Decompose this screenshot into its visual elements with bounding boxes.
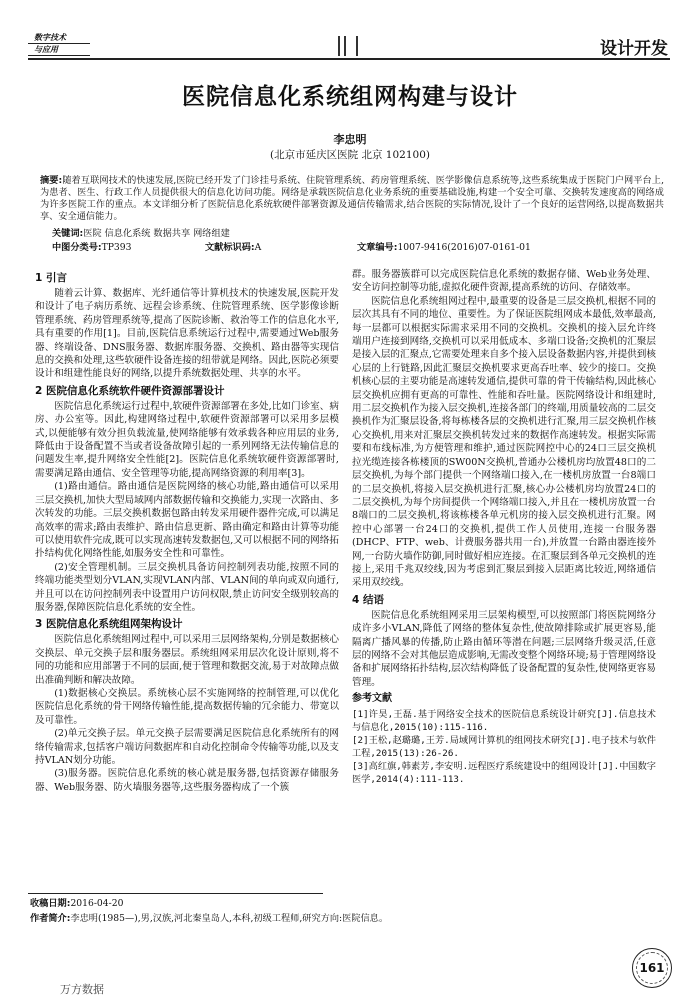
paragraph: (2)安全管理机制。三层交换机具备访问控制列表功能,按照不同的终端功能类型划分VLAN,实现VLAN内部、VLAN间的单向或双向通行,并且可以在访问控制列表中设置用户访问权限,禁止访问安全级别较高的服务器,保障医院信息化系统的安全性。 (35, 561, 339, 613)
paragraph: (3)服务器。医院信息化系统的核心就是服务器,包括资源存储服务器、Web服务器、防火墙服务器等,这些服务器构成了一个簇 (35, 768, 339, 793)
received-value: 2016-04-20 (70, 898, 124, 909)
abstract-label: 摘要: (40, 175, 63, 186)
keywords-label: 关键词: (52, 228, 84, 239)
received-label: 收稿日期: (30, 898, 71, 909)
paragraph: 医院信息化系统组网过程中,最重要的设备是三层交换机,根据不同的层次其具有不同的地位、重要性。为了保证医院组网成本最低,效率最高,每一层都可以根据实际需求采用不同的交换机。交换机的接入层允许终端用户连接到网络,交换机可以采用低成本、多端口设备;交换机的汇聚层是接入层的汇聚点,它需要处理来自多个接入层设备数据内容,并提供到核心层的上行链路,因此汇聚层交换机要求更高吞吐率、较少的接口。交换机核心层的主要功能是高速转发通信,提供可靠的骨干传输结构,因此核心层交换机应拥有更高的可靠性、性能和吞吐量。医院网络设计和组建时,用二层交换机作为接入层交换机,连接各部门的终端,用质量较高的二层交换机作为汇聚层设备,将每栋楼各层的交换机进行汇聚,用三层交换机作核心交换机,用来对汇聚层交换机转发过来的数据作高速转发。根据实际需要和布线标准,为方便管理和维护,通过医院网控中心的24口三层交换机拉光缆连接各栋楼顶的SW00N交换机,普通办公楼机房均放置48口的二层交换机,为每个部门提供一个网络端口接入,在一楼机房放置一台8端口的二层交换机,将接入层交换机进行汇聚,核心办公楼机房均放置24口的二层交换机,为每个房间提供一个网络端口接入,并且在一楼机房放置一台8端口的二层交换机,将该栋楼各单元机房的接入层交换机进行汇聚。网控中心部署一台24口的交换机,提供工作人员使用,连接一台服务器(DHCP、FTP、web、计费服务器共用一台),并放置一台路由器连接外网,一台防火墙作防御,同时做好相应连接。在汇聚层到各单元交换机的连接上,采用千兆双绞线,因为考虑到汇聚层到接入层距离比较近,网络通信采用双绞线。 (352, 295, 656, 589)
heading-resource-deployment: 2 医院信息化系统软件硬件资源部署设计 (35, 384, 225, 397)
page-number: 161 (639, 961, 665, 975)
clc-number (52, 242, 131, 254)
reference-item: [2]王松,赵璐璐,王芳.局域网计算机的组网技术研究[J].电子技术与软件工程,2015(13):26-26. (352, 735, 656, 760)
keywords (52, 228, 662, 240)
article-title: 医院信息化系统组网构建与设计 (182, 83, 518, 110)
author-name: 李忠明 (333, 133, 367, 146)
heading-network-architecture: 3 医院信息化系统组网架构设计 (35, 618, 183, 631)
paragraph: 医院信息化系统运行过程中,软硬件资源部署在多处,比如门诊室、病房、办公室等。因此,构建网络过程中,软硬件资源部署可以采用多层模式,以便能够有效分担负载流量,使网络能够有效承载各种应用层的业务,降低由于设备配置不当或者设备故障引起的一系列网络无法传输信息的问题发生率,提升网络安全性能[2]。医院信息化系统软硬件资源部署时,需要满足路由通信、安全管理等功能,提高网络资源的利用率[3]。 (35, 400, 339, 479)
references-heading: 参考文献 (352, 693, 392, 705)
abstract-text: 随着互联网技术的快速发展,医院已经开发了门诊挂号系统、住院管理系统、药房管理系统、医学影像信息系统等,这些系统集成于医院门户网平台上,为患者、医生、行政工作人员提供很大的信息化访问功能。网络是承载医院信息化业务系统的重要基础设施,构建一个安全可靠、交换转发速度高的网络成为许多医院工作的重点。本文详细分析了医院信息化系统软硬件部署资源及通信传输需求,结合医院的实际情况,设计了一个良好的运营网络,以提高数据共享、安全通信能力。 (40, 175, 664, 222)
journal-logo-line2: 与应用 (28, 44, 90, 56)
clc-value: TP393 (101, 242, 132, 253)
page-number-badge (632, 948, 672, 988)
bio-label: 作者简介: (30, 913, 71, 924)
article-number-label: 文章编号: (357, 242, 398, 253)
watermark: 万方数据 (60, 983, 104, 996)
paragraph: (1)数据核心交换层。系统核心层不实施网络的控制管理,可以优化医院信息化系统的骨干网络传输性能,提高数据传输的冗余能力、带宽以及可靠性。 (35, 687, 339, 726)
footer-rule (28, 893, 323, 894)
bio-text: 李忠明(1985—),男,汉族,河北秦皇岛人,本科,初级工程师,研究方向:医院信息。 (70, 913, 389, 924)
heading-conclusion: 4 结语 (352, 593, 384, 606)
paragraph: 医院信息化系统组网采用三层架构模型,可以按照部门将医院网络分成许多小VLAN,降低了网络的整体复杂性,使故障排除或扩展更容易,能隔离广播风暴的传播,防止路由循环等潜在问题;三层网络升级灵活,任意层的网络不会对其他层造成影响,无需改变整个网络环境;易于管理网络设备和扩展网络拓扑结构,层次结构降低了设备配置的复杂性,使网络更容易管理。 (352, 609, 656, 688)
doc-code-label: 文献标识码: (205, 242, 255, 253)
author-bio (30, 913, 650, 925)
paragraph: (1)路由通信。路由通信是医院网络的核心功能,路由通信可以采用三层交换机,加快大型局域网内部数据传输和交换能力,实现一次路由、多次转发的功能。三层交换机数据包路由转发采用硬件器件完成,可以满足高效率的需求;路由表维护、路由信息更新、路由确定和路由计算等功能可以使用软件完成,既可以实现高速转发数据包,又可以根据不同的网络拓扑结构优化网络性能,如服务安全性和可靠性。 (35, 481, 339, 560)
left-column (35, 268, 339, 794)
article-number-value: 1007-9416(2016)07-0161-01 (397, 242, 531, 253)
paragraph: (2)单元交换子层。单元交换子层需要满足医院信息化系统所有的网络传输需求,包括客户端访问数据库和自动化控制命令传输等功能,以及支持VLAN划分功能。 (35, 728, 339, 766)
paragraph: 随着云计算、数据库、光纤通信等计算机技术的快速发展,医院开发和设计了电子病历系统、远程会诊系统、住院管理系统、医学影像诊断管理系统、药房管理系统等,提高了医院诊断、救治等工作的信息化水平,具有重要的作用[1]。目前,医院信息系统运行过程中,需要通过Web服务器、终端设备、DNS服务器、数据库服务器、交换机、路由器等实现信息的交换和处理,这些软硬件设备连接的纽带就是网络。因此,医院必须要设计和组建性能良好的网络,以提升系统数据处理、共享的水平。 (35, 288, 339, 380)
journal-logo (28, 32, 90, 56)
header-rule (28, 58, 670, 60)
clc-label: 中图分类号: (52, 242, 102, 253)
journal-logo-line1: 数字技术 (28, 32, 90, 44)
section-label: 设计开发 (600, 39, 668, 59)
keywords-text: 医院 信息化系统 数据共享 网络组建 (83, 228, 230, 239)
header-bars-decoration (338, 36, 362, 56)
abstract (40, 175, 664, 223)
reference-item: [1]许昊,王磊.基于网络安全技术的医院信息系统设计研究[J].信息技术与信息化,2015(10):115-116. (352, 709, 656, 734)
article-number (357, 242, 531, 254)
right-column (352, 268, 656, 786)
reference-item: [3]高红旗,韩素芳,李安明.远程医疗系统建设中的组网设计[J].中国数字医学,2014(4):111-113. (352, 761, 656, 786)
paragraph: 医院信息化系统组网过程中,可以采用三层网络架构,分别是数据核心交换层、单元交换子层和服务器层。系统组网采用层次化设计原则,将不同的功能和应用部署于不同的层面,便于管理和数据交流,易于对故障点做出准确判断和解决故障。 (35, 634, 339, 686)
author-affiliation: (北京市延庆区医院 北京 102100) (270, 149, 430, 161)
paragraph: 群。服务器簇群可以完成医院信息化系统的数据存储、Web业务处理、安全访问控制等功能,虚拟化硬件资源,提高系统的访问、存储效率。 (352, 269, 656, 294)
received-date (30, 898, 123, 910)
doc-code (205, 242, 261, 254)
doc-code-value: A (254, 242, 262, 253)
heading-introduction: 1 引言 (35, 272, 67, 284)
